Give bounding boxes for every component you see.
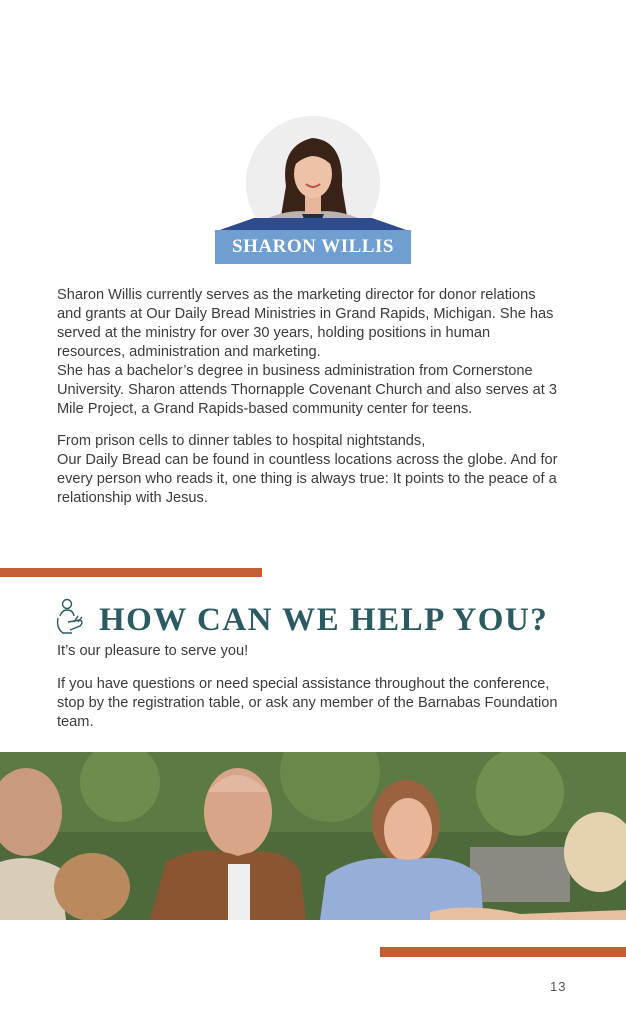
bio-paragraph: From prison cells to dinner tables to hospital nightstands, Our Daily Bread can be found in countless locations across the globe. And for every person who reads it, one thing is always true: It points to the peace of a relationship with Jesus. xyxy=(57,433,558,506)
person-helping-icon xyxy=(54,598,86,638)
accent-bar xyxy=(380,947,626,957)
speaker-bio xyxy=(57,286,562,519)
accent-bar xyxy=(0,568,262,577)
group-photo xyxy=(0,752,626,920)
help-heading: HOW CAN WE HELP YOU? xyxy=(99,602,549,638)
help-text xyxy=(57,642,562,743)
speaker-name: SHARON WILLIS xyxy=(215,230,411,264)
bio-paragraph: Sharon Willis currently serves as the marketing director for donor relations and grants at Our Daily Bread Ministries in Grand Rapids, Michigan. She has served at the ministry for over 30 years, holding positions in human resources, administration and marketing. She has a bachelor’s degree in business administration from Cornerstone University. Sharon attends Thornapple Covenant Church and also serves at 3 Mile Project, a Grand Rapids-based community center for teens. xyxy=(57,287,557,417)
help-intro: It’s our pleasure to serve you! xyxy=(57,643,249,659)
page-number: 13 xyxy=(550,979,567,994)
help-paragraph: If you have questions or need special assistance throughout the conference, stop by the registration table, or ask any member of the Barnabas Foundation team. xyxy=(57,676,558,730)
